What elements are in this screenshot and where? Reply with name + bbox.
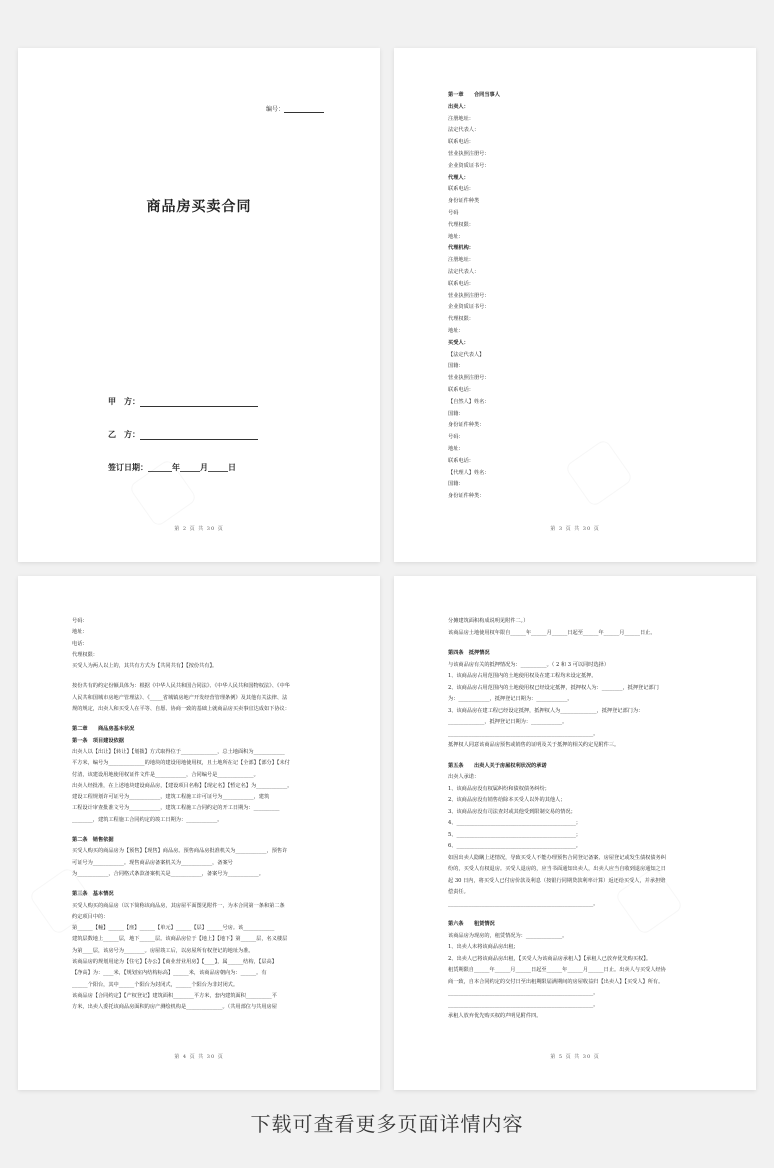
- paragraph-gap: [448, 910, 716, 919]
- text-line: 联系电话：: [448, 186, 474, 193]
- text-line: 约定项目中的：: [72, 913, 109, 920]
- text-line: ______________，抵押登记日期为：____________。: [448, 719, 568, 725]
- contract-number-label: 编号：: [265, 106, 284, 113]
- text-line: 1、出卖人未将该商品房出租；: [448, 944, 519, 950]
- party-b-row: [108, 429, 258, 440]
- text-line: 买受人为两人以上的，其共有方式为【共同共有】【按份共有】。: [72, 663, 218, 670]
- page-body: [448, 90, 716, 503]
- text-line: 【代理人】姓名：: [448, 469, 490, 476]
- paragraph-gap: [72, 672, 340, 681]
- paragraph-gap: [448, 639, 716, 648]
- contract-cover-page: [18, 48, 380, 562]
- text-line: 电话：: [72, 640, 88, 647]
- text-line: 【法定代表人】: [448, 351, 485, 358]
- text-line: 出卖人以【出让】【转让】【划拨】方式取得位于______________，总土地面积为____________: [72, 748, 285, 755]
- text-line: 【净高】为：____米，【规划室内结构标高】______米，该商品房朝向为：______。有: [72, 970, 267, 977]
- text-line: 为：____________，抵押登记日期为：____________。: [448, 696, 573, 702]
- text-line: 联系电话：: [448, 457, 474, 464]
- text-line: 4、______________________________________________；: [448, 820, 581, 826]
- text-line: 抵押权人同意该商品房预售或销售的证明及关于抵押的相关约定见附件三。: [448, 742, 620, 748]
- text-line: 地址：: [448, 445, 464, 452]
- text-line: 6、______________________________________________。: [448, 843, 581, 849]
- text-line: 身份证件种类：: [448, 422, 485, 429]
- section-heading: 第五条 出卖人关于房屋权利状况的承诺: [448, 762, 547, 769]
- text-line: ________________________________________________________。: [448, 730, 599, 737]
- text-line: 营业执照注册号：: [448, 375, 490, 382]
- text-line: 法定代表人：: [448, 268, 480, 275]
- text-line: 为____________，合同格式条款备案机关是____________，备案号为____________。: [72, 870, 264, 877]
- text-line: 【自然人】姓名：: [448, 398, 490, 405]
- text-line: 注册地址：: [448, 115, 474, 122]
- party-b-label: 乙 方：: [108, 429, 140, 439]
- text-line: 号码: [448, 209, 459, 216]
- text-line: 付清，该建设用地使用权证件文件是____________，合同编号是______________。: [72, 771, 259, 778]
- text-line: 纷的，买受人有权退房。买受人退房的，应当书面通知出卖人，出卖人应当自收到退房通知之日: [448, 866, 666, 872]
- text-line: 买受人购买的商品房（以下简称该商品房，其房屋平面图见附件一，为本合同第一条和第二条: [72, 902, 285, 909]
- text-line: 为第____层，该房号为________。房屋竣工后，以房屋所有权登记的地址为准。: [72, 947, 254, 954]
- text-line: 法定代表人：: [448, 127, 480, 134]
- text-line: 该商品房为现房的，租赁情况为：______________。: [448, 932, 568, 939]
- text-line: 3、该商品房在建工程已经设定抵押，抵押权人为______________，抵押登记部门为：: [448, 707, 644, 714]
- text-line: ______个阳台，其中______个阳台为封闭式，______个阳台为非封闭式。: [72, 981, 239, 988]
- text-line: 地址：: [448, 327, 464, 334]
- section-heading: 第四条 抵押情况: [448, 650, 490, 656]
- text-line: 联系电话：: [448, 386, 474, 393]
- section-heading: 第三条 基本情况: [72, 891, 114, 898]
- text-line: 偿责任。: [448, 889, 469, 895]
- paragraph-gap: [448, 752, 716, 761]
- text-line: 营业执照注册号：: [448, 292, 490, 299]
- text-line: 租赁期限自______年______月______日起至______年______月______日止。出卖人与买受人经协: [448, 967, 666, 973]
- sign-date-row: [108, 462, 236, 473]
- section-heading: 第一条 项目建设依据: [72, 737, 124, 744]
- text-line: 商一致，自本合同约定的交付日至出租期限届满期间的房屋收益归【出卖人】【买受人】所有。: [448, 978, 664, 985]
- section-heading: 买受人：: [448, 339, 469, 346]
- contract-page-4: [18, 576, 380, 1090]
- text-line: 国籍：: [448, 363, 464, 370]
- text-line: 出卖人经批准，在上述地块建设商品房，【建设项目名称】【现定名】【暂定名】为____________。: [72, 782, 293, 789]
- text-line: 联系电话：: [448, 280, 474, 287]
- text-line: 起 30 日内，将买受人已付房价款及利息（按银行同期贷款利率计算）返还给买受人，并承担赔: [448, 877, 666, 884]
- paragraph-gap: [72, 715, 340, 724]
- text-line: 国籍：: [448, 481, 464, 488]
- text-line: 5、______________________________________________；: [448, 831, 581, 838]
- text-line: 分摊建筑面积构成说明见附件二。）: [448, 618, 529, 624]
- text-line: 可证号为____________。现售商品房备案机关为____________，备案号: [72, 859, 233, 866]
- section-heading: 第六条 租赁情况: [448, 921, 495, 927]
- page-footer: 第 3 页 共 30 页: [550, 526, 600, 532]
- text-line: 企业资质证书号：: [448, 162, 490, 169]
- section-heading: 出卖人：: [448, 103, 469, 110]
- text-line: 按份共有的约定份额具体为：根据《中华人民共和国合同法》、《中华人民共和国物权法》、《中华: [72, 683, 290, 690]
- paragraph-gap: [72, 880, 340, 889]
- party-a-label: 甲 方：: [108, 396, 140, 406]
- page-footer: 第 5 页 共 30 页: [550, 1054, 600, 1060]
- text-line: 2、出卖人已将该商品房出租，【买受人为该商品房承租人】【承租人已放弃优先购买权】。: [448, 955, 652, 962]
- text-line: 代理权限：: [448, 316, 474, 323]
- text-line: 地址：: [448, 233, 464, 240]
- text-line: 号码：: [448, 434, 464, 441]
- text-line: 承租人放弃优先购买权的声明见附件四。: [448, 1013, 542, 1019]
- text-line: 建筑层数地上______层，地下______层。该商品房位于【地上】【地下】第______层，名义楼层: [72, 936, 288, 943]
- section-heading: 代理机构：: [448, 245, 474, 252]
- party-b-line: [140, 431, 258, 440]
- contract-number-blank: [284, 106, 324, 113]
- download-caption: 下载可查看更多页面详情内容: [250, 1112, 524, 1136]
- text-line: 身份证件种类：: [448, 493, 485, 500]
- section-heading: 第二条 销售依据: [72, 837, 114, 844]
- text-line: 代理权限：: [448, 221, 474, 228]
- text-line: 该商品房的规划用途为【住宅】【办公】【商业营业用房】【____】，属______结构，【层高】: [72, 959, 277, 966]
- contract-page-3: [394, 48, 756, 562]
- text-line: 2、该商品房占用范围内的土地使用权已经设定抵押，抵押权人为：________，抵押登记部门: [448, 684, 659, 691]
- section-heading: 第一章 合同当事人: [448, 92, 500, 98]
- party-a-row: [108, 396, 258, 407]
- text-line: ________________________________________________________。: [448, 990, 599, 996]
- sign-date-label: 签订日期：______年_____月_____日: [108, 462, 236, 472]
- text-line: 企业资质证书号：: [448, 304, 490, 311]
- text-line: 该商品房土地使用权年限自______年______月______日起至______年______月______日止。: [448, 629, 656, 636]
- text-line: 方米，出卖人委托该商品房面积的房产测绘机构是______________。（共用部位与共用房屋: [72, 1004, 277, 1011]
- text-line: 平方米，编号为______________的地块的建设用地使用权，且土地所在记【全部】【部分】【未付: [72, 760, 290, 767]
- text-line: ________________________________________________________。: [448, 900, 599, 907]
- page-footer: 第 4 页 共 30 页: [174, 1054, 224, 1060]
- text-line: 1、该商品房没有权属纠纷和债权债务纠纷；: [448, 785, 550, 792]
- page-body: [448, 616, 716, 1023]
- text-line: 2、该商品房没有销售给除本买受人以外的其他人；: [448, 797, 566, 803]
- section-heading: 代理人：: [448, 174, 469, 181]
- text-line: 1、该商品房占用范围内的土地使用权及在建工程均未设定抵押。: [448, 673, 597, 679]
- text-line: 如因出卖人隐瞒上述情况，导致买受人不能办理预售合同登记备案、房屋登记或发生债权债务纠: [448, 854, 666, 861]
- text-line: 人民共和国城市房地产管理法》、《_____省城镇房地产开发经营管理条例》及其他有关法律、法: [72, 694, 288, 701]
- text-line: ________________________________________________________。: [448, 1001, 599, 1008]
- text-line: 与该商品房有关的抵押情况为：__________。（ 2 和 3 可以同时选择）: [448, 661, 610, 668]
- section-heading: 第二章 商品房基本状况: [72, 726, 135, 733]
- text-line: 买受人购买的商品房为【预售】【现售】商品房。预售商品房批准机关为____________，预售许: [72, 848, 288, 855]
- text-line: 注册地址：: [448, 257, 474, 264]
- text-line: 3、该商品房没有司法查封或其他受到限制交易的情况；: [448, 808, 576, 815]
- paragraph-gap: [72, 826, 340, 835]
- text-line: 国籍：: [448, 410, 464, 417]
- text-line: 该商品房【合同约定】【产权登记】建筑面积________平方米，套内建筑面积__________平: [72, 992, 277, 999]
- contract-number: [266, 104, 324, 113]
- contract-page-5: [394, 576, 756, 1090]
- text-line: 建设工程规划许可证号为____________，建筑工程施工许可证号为____________，建筑: [72, 794, 270, 801]
- text-line: 联系电话：: [448, 139, 474, 146]
- text-line: 身份证件种类: [448, 198, 480, 205]
- contract-title: 商品房买卖合同: [146, 199, 252, 215]
- text-line: 代理权限：: [72, 651, 98, 658]
- page-footer: 第 2 页 共 30 页: [174, 526, 224, 532]
- text-line: 第______【幢】______【座】______【单元】______【层】______号房。该____________: [72, 925, 275, 932]
- text-line: 营业执照注册号：: [448, 150, 490, 157]
- text-line: 出卖人承诺：: [448, 774, 480, 780]
- text-line: 工程设计审查批准文号为____________，建筑工程施工合同约定的开工日期为：__________: [72, 805, 280, 812]
- page-body: [72, 616, 340, 1014]
- text-line: ________，建筑工程施工合同约定的竣工日期为：____________。: [72, 816, 223, 823]
- text-line: 地址：: [72, 629, 88, 636]
- party-a-line: [140, 398, 258, 407]
- text-line: 号码：: [72, 618, 88, 624]
- text-line: 规的规定，出卖人和买受人在平等、自愿、协商一致的基础上就商品房买卖事宜达成如下协议：: [72, 706, 290, 713]
